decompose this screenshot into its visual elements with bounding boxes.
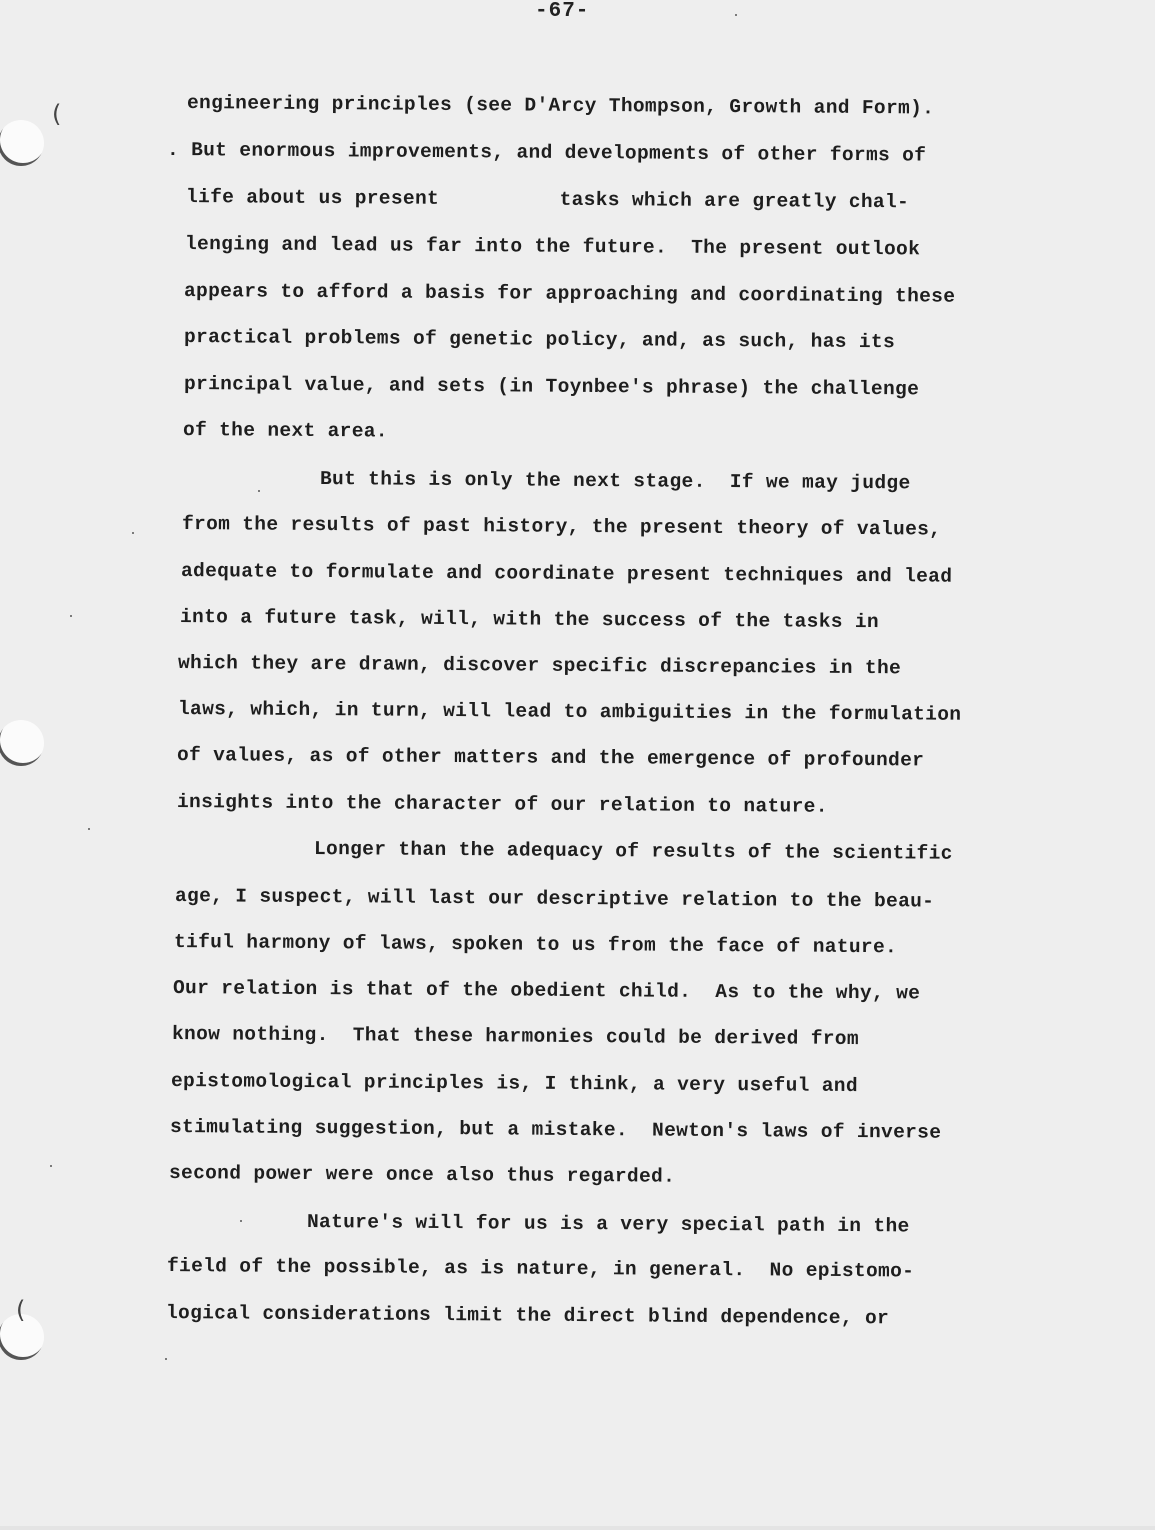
pencil-mark-top: (	[52, 100, 62, 128]
page-number: -67-	[535, 0, 590, 23]
text-line: age, I suspect, will last our descriptive relation to the beau-	[174, 885, 935, 913]
text-line: practical problems of genetic policy, and, as such, has its	[183, 326, 896, 354]
page-bottom-edge	[0, 1526, 1155, 1530]
text-line: logical considerations limit the direct blind dependence, or	[165, 1302, 890, 1330]
text-line: insights into the character of our relation to nature.	[176, 791, 828, 818]
text-line: of values, as of other matters and the emergence of profounder	[176, 744, 925, 772]
text-line: Nature's will for us is a very special path in the	[306, 1211, 910, 1238]
pencil-mark-bottom: (	[16, 1296, 26, 1324]
text-line: lenging and lead us far into the future. The present outlook	[184, 233, 921, 261]
text-line: know nothing. That these harmonies could be derived from	[171, 1023, 860, 1051]
text-line: laws, which, in turn, will lead to ambiguities in the formulation	[177, 698, 962, 726]
text-line: into a future task, will, with the success of the tasks in	[179, 606, 880, 634]
text-line: engineering principles (see D'Arcy Thompson, Growth and Form).	[186, 92, 935, 120]
text-line: field of the possible, as is nature, in general. No epistomo-	[166, 1255, 915, 1283]
text-line: adequate to formulate and coordinate present techniques and lead	[180, 560, 953, 588]
text-line: . But enormous improvements, and developments of other forms of	[166, 139, 927, 167]
text-line: of the next area.	[182, 419, 388, 443]
text-line: Longer than the adequacy of results of the scientific	[313, 838, 953, 865]
text-line: life about us present tasks which are greatly chal-	[185, 186, 910, 214]
text-line: stimulating suggestion, but a mistake. Newton's laws of inverse	[169, 1116, 942, 1144]
text-line: tiful harmony of laws, spoken to us from the face of nature.	[173, 931, 898, 959]
text-line: from the results of past history, the present theory of values,	[181, 513, 942, 541]
text-line: But this is only the next stage. If we may judge	[319, 468, 911, 495]
text-line: epistomological principles is, I think, a very useful and	[170, 1070, 859, 1098]
text-line: second power were once also thus regarded.	[168, 1162, 676, 1188]
text-line: principal value, and sets (in Toynbee's phrase) the challenge	[183, 373, 920, 401]
text-line: Our relation is that of the obedient child. As to the why, we	[172, 977, 921, 1005]
text-line: which they are drawn, discover specific discrepancies in the	[177, 652, 902, 680]
text-line: appears to afford a basis for approaching and coordinating these	[183, 280, 956, 308]
